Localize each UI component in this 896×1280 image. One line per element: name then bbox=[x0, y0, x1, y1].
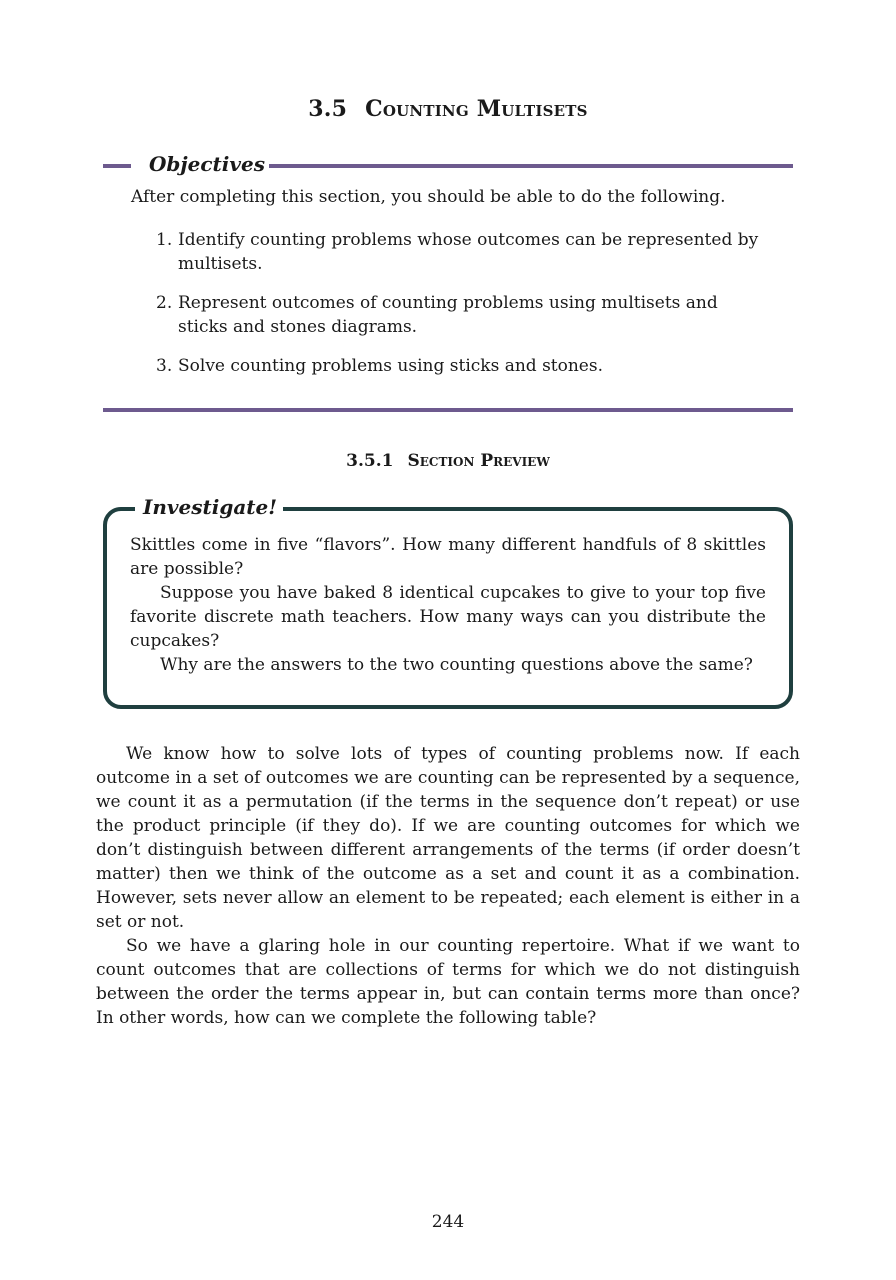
investigate-paragraph: Suppose you have baked 8 identical cupcakes to give to your top five favorite discrete math teachers. How many ways can you distribute the cupcakes? bbox=[130, 583, 766, 651]
page-number: 244 bbox=[431, 1212, 465, 1232]
objective-text: Identify counting problems whose outcomes can be represented by multisets. bbox=[178, 230, 759, 274]
objectives-rule-left bbox=[103, 164, 131, 168]
investigate-paragraph: Skittles come in five “flavors”. How many different handfuls of 8 skittles are possible? bbox=[130, 535, 766, 579]
objectives-rule-right bbox=[261, 164, 793, 168]
section-heading bbox=[0, 96, 896, 122]
section-title: Counting Multisets bbox=[365, 96, 588, 122]
objectives-intro: After completing this section, you should be able to do the following. bbox=[131, 187, 726, 207]
subsection-number: 3.5.1 bbox=[346, 451, 394, 471]
investigate-body bbox=[130, 533, 766, 677]
body-paragraph: We know how to solve lots of types of counting problems now. If each outcome in a set of outcomes we are counting can be represented by a sequence, we count it as a permutation (if the terms in the sequence don’t repeat) or use the product principle (if they do). If we are counting outcomes for which we don’t distinguish between different arrangements of the terms (if order doesn’t matter) then we think of the outcome as a set and count it as a combination. However, sets never allow an element to be repeated; each element is either in a set or not. bbox=[96, 744, 800, 932]
objectives-title: Objectives bbox=[145, 152, 269, 176]
objective-item bbox=[148, 354, 768, 378]
objectives-list bbox=[148, 228, 768, 393]
objectives-rule-bottom bbox=[103, 408, 793, 412]
objective-number: 2. bbox=[156, 293, 173, 313]
subsection-heading bbox=[0, 451, 896, 471]
objective-number: 3. bbox=[156, 356, 173, 376]
investigate-box bbox=[103, 495, 793, 709]
subsection-title: Section Preview bbox=[407, 451, 550, 471]
investigate-title: Investigate! bbox=[135, 495, 283, 519]
objective-item bbox=[148, 228, 768, 276]
objective-text: Solve counting problems using sticks and stones. bbox=[178, 356, 603, 376]
body-text bbox=[96, 742, 800, 1030]
section-number: 3.5 bbox=[308, 96, 348, 122]
objective-text: Represent outcomes of counting problems using multisets and sticks and stones diagrams. bbox=[178, 293, 718, 337]
objective-number: 1. bbox=[156, 230, 173, 250]
body-paragraph: So we have a glaring hole in our counting repertoire. What if we want to count outcomes that are collections of terms for which we do not distinguish between the order the terms appear in, but can contain terms more than once? In other words, how can we complete the following table? bbox=[96, 936, 800, 1028]
investigate-paragraph: Why are the answers to the two counting questions above the same? bbox=[160, 655, 753, 675]
objective-item bbox=[148, 291, 768, 339]
